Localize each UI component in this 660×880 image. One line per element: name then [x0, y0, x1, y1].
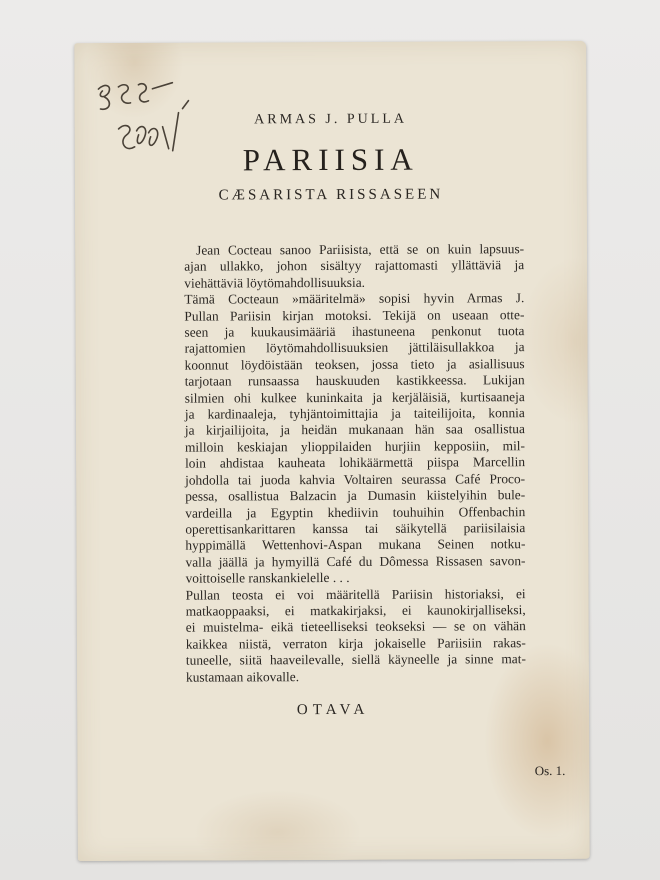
blurb-paragraph: [184, 241, 524, 292]
publisher-name: OTAVA: [296, 701, 370, 719]
handwriting-stroke: [182, 101, 188, 109]
text-line: viehättäviä löytömahdollisuuksia.: [184, 274, 366, 291]
blurb-paragraph: [186, 586, 526, 686]
text-line: ja kirjailijoita, ja heidän mukanaan hän saa osallistua: [184, 421, 525, 439]
blurb-text: [184, 241, 526, 685]
text-line: ajan ullakko, johon sisältyy rajattomasti yllättäviä ja: [184, 257, 525, 275]
book-subtitle: CÆSARISTA RISSASEEN: [218, 186, 444, 204]
text-line: ja kardinaaleja, tyhjäntoimittajia ja taiteilijoita, konnia: [184, 405, 525, 422]
book-back-cover: [74, 41, 590, 861]
text-line: seen ja kuukausimääriä ihastuneena penkonut tuota: [184, 323, 525, 340]
author-name: ARMAS J. PULLA: [254, 111, 408, 128]
handwriting-stroke: [118, 85, 130, 104]
handwriting-stroke: [98, 85, 109, 109]
handwriting-stroke: [138, 84, 148, 102]
text-line: voittoiselle ranskankielelle . . .: [185, 570, 350, 586]
text-line: hyppimällä Wettenhovi-Aspan mukana Seinen notku-: [185, 536, 526, 553]
book-title: PARIISIA: [242, 141, 419, 178]
text-line: Pullan Pariisin kirjan motoksi. Tekijä on useaan otte-: [184, 306, 525, 324]
text-line: Tämä Cocteaun »määritelmä» sopisi hyvin Armas J.: [184, 290, 525, 307]
text-line: koonnut löydöistään teoksen, jossa tieto ja asiallisuus: [184, 356, 525, 373]
text-line: Jean Cocteau sanoo Pariisista, että se on kuin lapsuus-: [196, 241, 525, 258]
text-line: valla jäällä ja hymyillä Café du Dômessa Rissasen savon-: [185, 552, 526, 570]
text-line: tarjotaan runsaassa hauskuuden kastikkeessa. Lukijan: [184, 372, 525, 389]
handwriting-stroke: [152, 83, 172, 89]
text-line: operettisankarittaren kanssa tai säikytellä pariisilaisia: [185, 520, 526, 537]
text-line: kustamaan aikovalle.: [185, 668, 300, 685]
handwriting-stroke: [137, 127, 146, 144]
blurb-paragraph: [184, 290, 525, 587]
text-line: johdolla tai juoda kahvia Voltairen seurassa Café Proco-: [185, 470, 526, 488]
volume-label: Os. 1.: [534, 762, 566, 779]
text-line: vardeilla ja Egyptin khediivin touhuihin Offenbachin: [185, 503, 526, 521]
text-line: rajattomien löytömahdollisuuksien jättiläisullakkoa ja: [184, 339, 525, 357]
text-line: Pullan teosta ei voi määritellä Pariisin historiaksi, ei: [185, 585, 526, 603]
text-line: tuneelle, siitä haaveilevalle, siellä käyneelle ja sinne mat-: [185, 651, 526, 668]
text-line: kaikkea niistä, verraton kirja jokaiselle Pariisiin rakas-: [185, 634, 526, 652]
text-line: silmien ohi kulkee kuninkaita ja kerjäläisiä, kurtisaaneja: [184, 388, 525, 406]
text-line: pessa, osallistua Balzacin ja Dumasin kiistelyihin bule-: [185, 487, 526, 504]
text-line: ei muistelma- eikä tieteelliseksi teokseksi — se on vähän: [185, 618, 526, 635]
text-line: loin ahdistaa kauheata lohikäärmettä piispa Marcellin: [185, 454, 526, 471]
text-line: milloin keskiajan ylioppilaiden hurjiin kepposiin, mil-: [184, 438, 526, 455]
text-line: matkaoppaaksi, ei matkakirjaksi, ei kaunokirjalliseksi,: [185, 602, 526, 619]
